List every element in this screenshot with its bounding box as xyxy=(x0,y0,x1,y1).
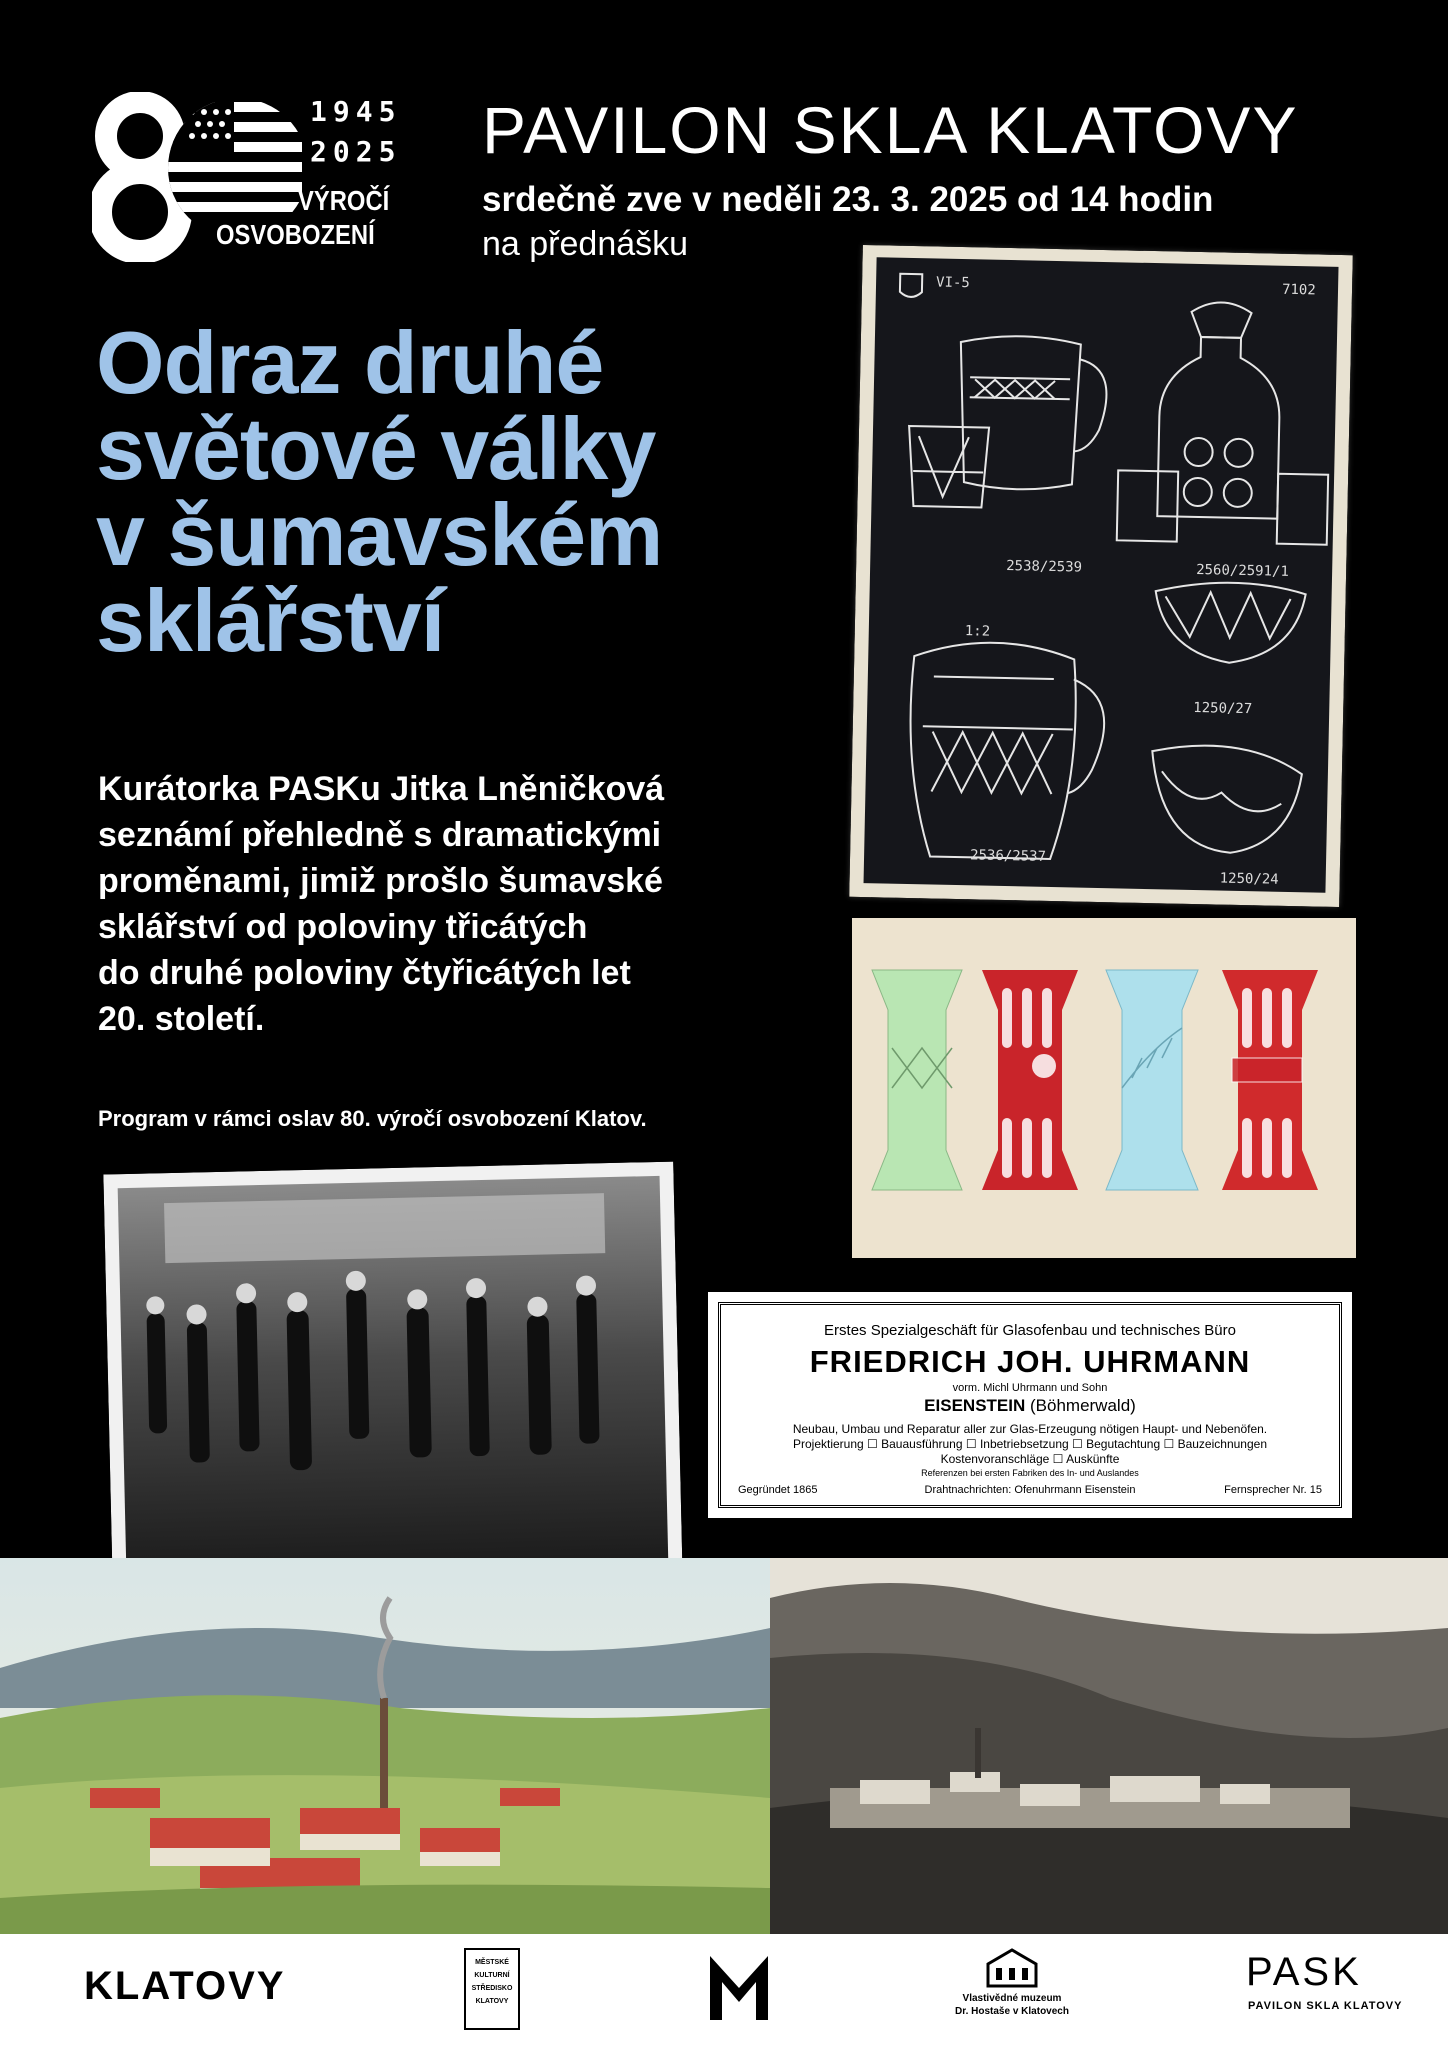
title-line: Odraz druhé xyxy=(96,313,604,412)
board-scale: 1:2 xyxy=(964,623,991,640)
year-start: 1945 xyxy=(310,95,402,128)
ad-line-1: Erstes Spezialgeschäft für Glasofenbau und technisches Büro xyxy=(824,1322,1236,1339)
board-label: 2538/2539 xyxy=(1006,558,1083,576)
village-illustration-image xyxy=(0,1558,770,1934)
ad-vorm: vorm. Michl Uhrmann und Sohn xyxy=(952,1382,1108,1394)
colored-landscape xyxy=(0,1558,770,1934)
ad-line-5: Projektierung ☐ Bauausführung ☐ Inbetriebsetzung ☐ Begutachtung ☐ Bauzeichnungen xyxy=(792,1437,1267,1451)
program-note: Program v rámci oslav 80. výročí osvobození Klatov. xyxy=(98,1106,647,1131)
ad-line-4: Neubau, Umbau und Reparatur aller zur Glas-Erzeugung nötigen Haupt- und Nebenöfen. xyxy=(792,1422,1268,1436)
title-line: sklářství xyxy=(96,571,445,670)
mks-logo xyxy=(464,1948,520,2030)
description-line: do druhé poloviny čtyřicátých let xyxy=(98,954,631,992)
museum-m-logo-icon xyxy=(706,1952,772,2024)
ad-line-7: Referenzen bei ersten Fabriken des In- und Auslandes xyxy=(921,1468,1139,1478)
badge-line-1: VÝROČÍ xyxy=(298,185,390,216)
board-code-right: 7102 xyxy=(1281,281,1316,299)
description-line: proměnami, jimiž prošlo šumavské xyxy=(98,862,663,900)
ad-telegram: Drahtnachrichten: Ofenuhrmann Eisenstein xyxy=(924,1484,1136,1496)
museum-line: Dr. Hostaše v Klatovech xyxy=(955,2006,1069,2017)
museum-building-icon xyxy=(984,1946,1040,1988)
mks-line: STŘEDISKO xyxy=(471,1985,513,1992)
ad-city: EISENSTEIN xyxy=(924,1396,1026,1415)
glass-drawings-image xyxy=(849,245,1353,907)
vases-painting xyxy=(852,918,1356,1258)
mks-line: MĚSTSKÉ xyxy=(475,1959,509,1966)
description-line: sklářství od poloviny třicátých xyxy=(98,908,588,946)
title-line: v šumavském xyxy=(96,485,663,584)
board-label: 2536/2537 xyxy=(969,847,1047,865)
lecture-description xyxy=(98,766,858,1042)
pask-logo: PASK xyxy=(1246,1950,1362,1994)
museum-line: Vlastivědné muzeum xyxy=(962,1993,1062,2004)
valley-photo-image xyxy=(770,1558,1448,1934)
description-line: seznámí přehledně s dramatickými xyxy=(98,816,662,854)
glassworks-photo xyxy=(103,1162,682,1591)
vases-image xyxy=(852,918,1356,1258)
lecture-title xyxy=(96,313,856,670)
ad-company-name: FRIEDRICH JOH. UHRMANN xyxy=(809,1344,1251,1379)
board-label: 1250/24 xyxy=(1219,870,1279,888)
klatovy-logo: KLATOVY xyxy=(84,1964,286,2008)
sponsor-footer xyxy=(0,1934,1448,2048)
board-code-left: VI-5 xyxy=(935,274,970,292)
museum-name xyxy=(930,1992,1094,2018)
invitation-text: srdečně zve v neděli 23. 3. 2025 od 14 hodin xyxy=(482,180,1214,219)
uhrmann-advertisement xyxy=(708,1292,1352,1518)
board-label: 2560/2591/1 xyxy=(1195,561,1290,580)
year-end: 2025 xyxy=(310,135,402,168)
ad-founded: Gegründet 1865 xyxy=(738,1484,818,1496)
glass-design-board xyxy=(849,245,1353,907)
workers-photo-image xyxy=(103,1162,682,1591)
badge-line-2: OSVOBOZENÍ xyxy=(216,219,375,250)
mks-line: KLATOVY xyxy=(475,1998,509,2005)
description-line: Kurátorka PASKu Jitka Lněničková xyxy=(98,770,665,808)
anniversary-logo xyxy=(92,92,402,262)
venue-title: PAVILON SKLA KLATOVY xyxy=(482,93,1299,167)
sepia-landscape xyxy=(770,1558,1448,1934)
lecture-text: na přednášku xyxy=(482,225,689,263)
title-line: světové války xyxy=(96,399,656,498)
ad-city-line xyxy=(708,1396,1352,1416)
board-label: 1250/27 xyxy=(1193,699,1253,718)
description-line: 20. století. xyxy=(98,1000,265,1038)
ad-city-suffix: (Böhmerwald) xyxy=(1030,1396,1136,1415)
ad-line-6: Kostenvoranschläge ☐ Auskünfte xyxy=(940,1452,1120,1466)
mks-line: KULTURNÍ xyxy=(474,1972,510,1979)
pask-subtitle: PAVILON SKLA KLATOVY xyxy=(1248,2000,1403,2012)
ad-phone: Fernsprecher Nr. 15 xyxy=(1224,1484,1322,1496)
